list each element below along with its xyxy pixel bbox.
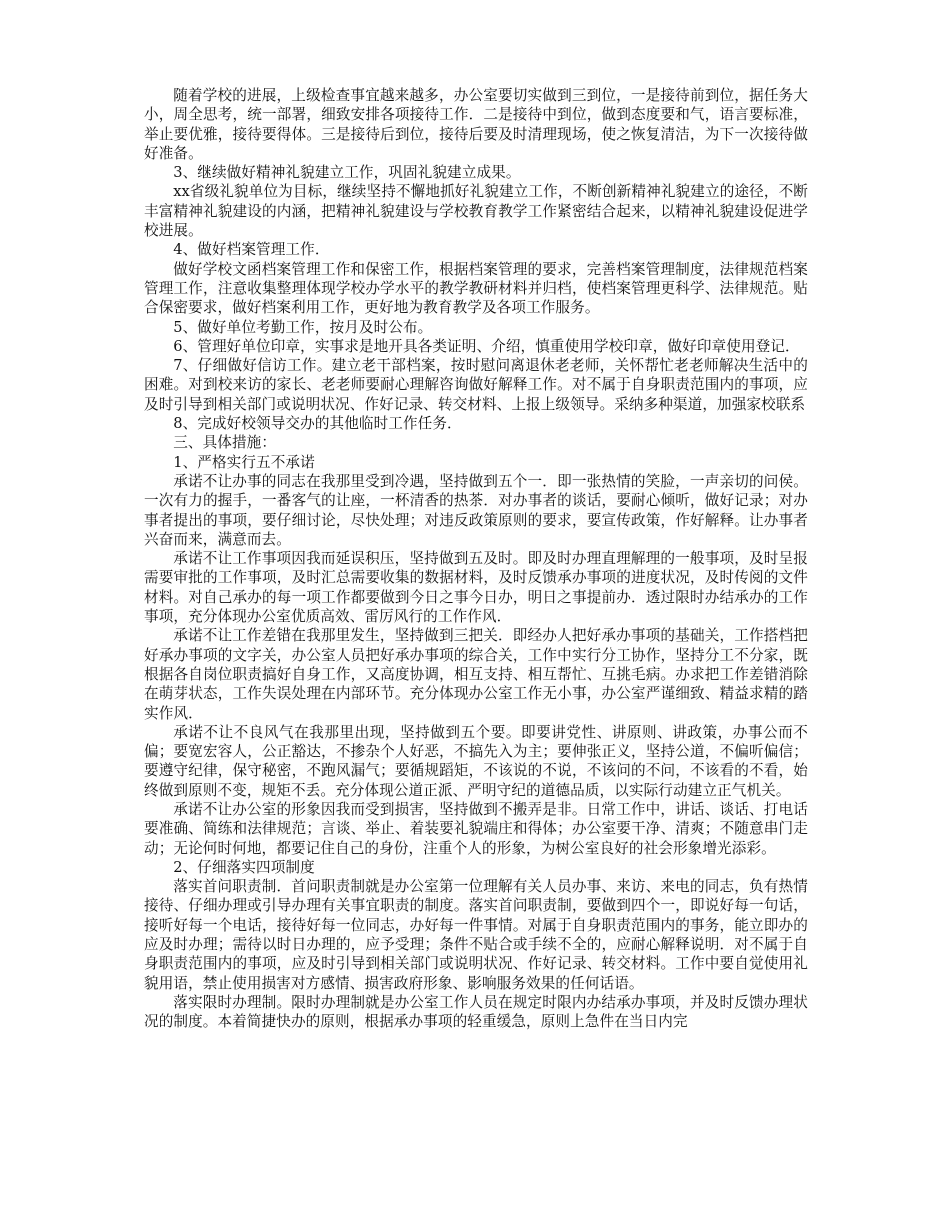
paragraph: 8、完成好校领导交办的其他临时工作任务． — [173, 415, 462, 433]
paragraph: 6、管理好单位印章，实事求是地开具各类证明、介绍，慎重使用学校印章，做好印章使用登记． — [173, 337, 800, 355]
paragraph: 5、做好单位考勤工作，按月及时公布。 — [173, 318, 433, 336]
paragraph: xx省级礼貌单位为目标，继续坚持不懈地抓好礼貌建立工作，不断创新精神礼貌建立的途径，不断丰富精神礼貌建设的内涵，把精神礼貌建设与学校教育教学工作紧密结合起来，以精神礼貌建设促进学校进展。 — [144, 183, 808, 240]
paragraph: 承诺不让工作差错在我那里发生，坚持做到三把关．即经办人把好承办事项的基础关，工作搭档把好承办事项的文字关，办公室人员把好承办事项的综合关，工作中实行分工协作，坚持分工不分家，既根据各自岗位职责搞好自身工作，又高度协调，相互支持、相互帮忙、互挑毛病。办求把工作差错消除在萌芽状态，工作失误处理在内部环节。充分体现办公室工作无小事，办公室严谨细致、精益求精的踏实作风． — [144, 627, 808, 722]
paragraph: 4、做好档案管理工作． — [173, 241, 330, 259]
paragraph: 承诺不让办事的同志在我那里受到冷遇，坚持做到五个一．即一张热情的笑脸，一声亲切的问侯。一次有力的握手，一番客气的让座，一杯清香的热茶．对办事者的谈话，要耐心倾听，做好记录；对办事者提出的事项，要仔细讨论，尽快处理；对违反政策原则的要求，要宣传政策，作好解释。让办事者兴奋而来，满意而去。 — [144, 472, 808, 548]
paragraph: 3、继续做好精神礼貌建立工作，巩固礼貌建立成果。 — [173, 164, 521, 182]
paragraph: 落实首问职责制．首问职责制就是办公室第一位理解有关人员办事、来访、来电的同志，负有热情接待、仔细办理或引导办理有关事宜职责的制度。落实首问职责制，要做到四个一，即说好每一句话，接听好每一个电话，接待好每一位同志，办好每一件事情。对属于自身职责范围内的事务，能立即办的应及时办理；需待以时日办理的，应予受理；条件不贴合或手续不全的，应耐心解释说明．对不属于自身职责范围内的事项，应及时引导到相关部门或说明状况、作好记录、转交材料。工作中要自觉使用礼貌用语，禁止使用损害对方感情、损害政府形象、影响服务效果的任何话语。 — [144, 878, 808, 992]
subsection-heading: 2、仔细落实四项制度 — [173, 858, 315, 876]
paragraph: 随着学校的进展，上级检查事宜越来越多，办公室要切实做到三到位，一是接待前到位，据任务大小，周全思考，统一部署，细致安排各项接待工作．二是接待中到位，做到态度要和气，语言要标准，举止要优雅，接待要得体。三是接待后到位，接待后要及时清理现场，使之恢复清洁，为下一次接待做好准备。 — [144, 87, 808, 162]
document-body — [144, 86, 808, 1032]
section-heading: 三、具体措施： — [173, 434, 277, 452]
subsection-heading: 1、严格实行五不承诺 — [173, 453, 315, 471]
paragraph: 落实限时办理制。限时办理制就是办公室工作人员在规定时限内办结承办事项，并及时反馈办理状况的制度。本着简捷快办的原则，根据承办事项的轻重缓急，原则上急件在当日内完 — [144, 993, 808, 1031]
paragraph: 做好学校文函档案管理工作和保密工作，根据档案管理的要求，完善档案管理制度，法律规范档案管理工作，注意收集整理体现学校办学水平的教学教研材料并归档，使档案管理更科学、法律规范。贴合保密要求，做好档案利用工作，更好地为教育教学及各项工作服务。 — [144, 260, 808, 317]
paragraph: 7、仔细做好信访工作。建立老干部档案，按时慰问离退休老老师，关怀帮忙老老师解决生活中的困难。对到校来访的家长、老老师要耐心理解咨询做好解释工作。对不属于自身职责范围内的事项，应及时引导到相关部门或说明状况、作好记录、转交材料、上报上级领导。采纳多种渠道，加强家校联系 — [144, 357, 808, 413]
paragraph: 承诺不让办公室的形象因我而受到损害，坚持做到不搬弄是非。日常工作中，讲话、谈话、打电话要准确、简练和法律规范；言谈、举止、着装要礼貌端庄和得体；办公室要干净、清爽；不随意串门走动；无论何时何地，都要记住自己的身份，注重个人的形象，为树公室良好的社会形象增光添彩。 — [144, 800, 808, 857]
paragraph: 承诺不让工作事项因我而延误积压，坚持做到五及时。即及时办理直理解理的一般事项，及时呈报需要审批的工作事项，及时汇总需要收集的数据材料，及时反馈承办事项的进度状况，及时传阅的文件材料。对自己承办的每一项工作都要做到今日之事今日办，明日之事提前办．透过限时办结承办的工作事项，充分体现办公室优质高效、雷厉风行的工作作风． — [144, 550, 808, 626]
paragraph: 承诺不让不良风气在我那里出现，坚持做到五个要。即要讲党性、讲原则、讲政策，办事公而不偏；要宽宏容人，公正豁达，不掺杂个人好恶，不搞先入为主；要伸张正义，坚持公道，不偏听偏信；要遵守纪律，保守秘密，不跑风漏气；要循规蹈矩，不该说的不说，不该问的不问，不该看的不看，始终做到原则不变，规矩不丢。充分体现公道正派、严明守纪的道德品质，以实际行动建立正气机关。 — [144, 723, 808, 799]
